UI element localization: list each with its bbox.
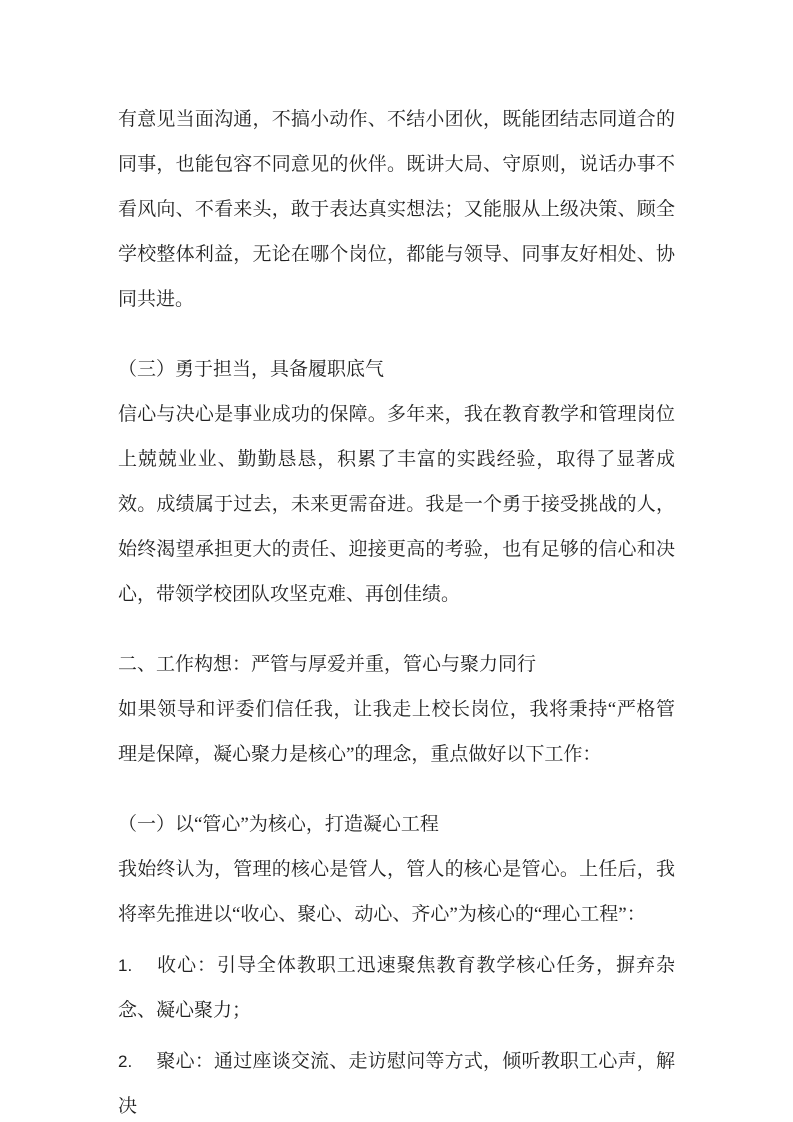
paragraph-if-trusted: 如果领导和评委们信任我，让我走上校长岗位，我将秉持“严格管理是保障，凝心聚力是核心”的理念，重点做好以下工作： xyxy=(118,699,675,765)
paragraph-team-cooperation: 有意见当面沟通，不搞小动作、不结小团伙，既能团结志同道合的同事，也能包容不同意见的伙伴。既讲大局、守原则，说话办事不看风向、不看来头，敢于表达真实想法；又能服从上级决策、顾全学校整体利益，无论在哪个岗位，都能与领导、同事友好相处、协同共进。 xyxy=(118,109,675,310)
list-item-number: 2. xyxy=(118,1052,133,1071)
list-item-text: 收心：引导全体教职工迅速聚焦教育教学核心任务，摒弃杂念、凝心聚力； xyxy=(118,955,675,1021)
list-number-gap xyxy=(132,970,156,971)
list-item-2-juxin xyxy=(118,1039,675,1122)
section-heading-three: （三）勇于担当，具备履职底气 xyxy=(118,359,385,380)
list-item-1-shouxin xyxy=(118,943,675,1033)
paragraph-management-core: 我始终认为，管理的核心是管人，管人的核心是管心。上任后，我将率先推进以“收心、聚心、动心、齐心”为核心的“理心工程”： xyxy=(118,859,675,925)
paragraph-confidence: 信心与决心是事业成功的保障。多年来，我在教育教学和管理岗位上兢兢业业、勤勤恳恳，积累了丰富的实践经验，取得了显著成效。成绩属于过去，未来更需奋进。我是一个勇于接受挑战的人，始终渴望承担更大的责任、迎接更高的考验，也有足够的信心和决心，带领学校团队攻坚克难、再创佳绩。 xyxy=(118,404,675,605)
document-body xyxy=(118,97,675,1122)
list-item-number: 1. xyxy=(118,956,133,975)
section-heading-two-work-plan: 二、工作构想：严管与厚爱并重，管心与聚力同行 xyxy=(118,654,537,675)
section-heading-one-guanxin: （一）以“管心”为核心，打造凝心工程 xyxy=(118,814,439,835)
list-number-gap xyxy=(132,1066,156,1067)
list-item-text: 聚心：通过座谈交流、走访慰问等方式，倾听教职工心声，解决 xyxy=(118,1051,675,1117)
